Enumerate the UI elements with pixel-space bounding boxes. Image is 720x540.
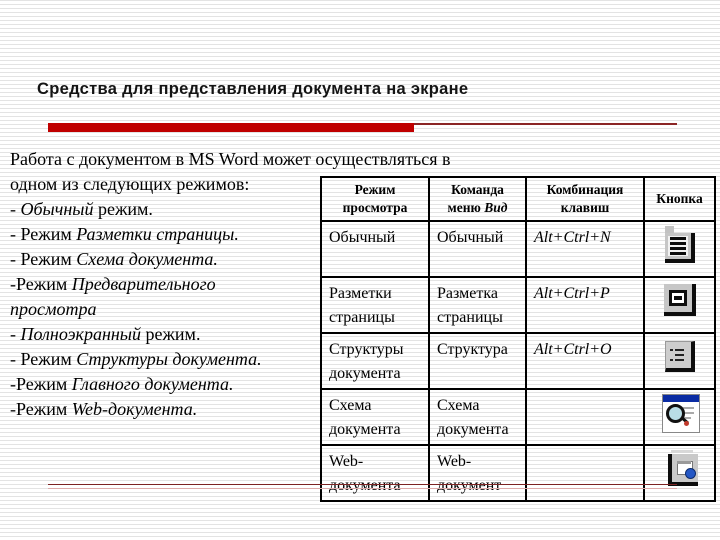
table-row bbox=[321, 333, 715, 389]
command-cell: Обычный bbox=[429, 221, 526, 277]
table-row bbox=[321, 221, 715, 277]
table-row bbox=[321, 445, 715, 501]
table-row bbox=[321, 277, 715, 333]
col-header-view-mode: Режим просмотра bbox=[321, 177, 429, 221]
button-cell bbox=[644, 277, 715, 333]
table-header-row bbox=[321, 177, 715, 221]
document-map-icon bbox=[659, 394, 703, 434]
button-cell bbox=[644, 389, 715, 445]
body-line: одном из следующих режимов: bbox=[10, 174, 250, 194]
command-cell: Web-документ bbox=[429, 445, 526, 501]
accent-line bbox=[414, 123, 677, 125]
accent-bar bbox=[48, 123, 414, 132]
col-header-shortcut: Комбинация клавиш bbox=[526, 177, 644, 221]
normal-view-icon bbox=[659, 226, 703, 266]
body-line: - Полноэкранный режим. bbox=[10, 324, 201, 344]
mode-cell: Обычный bbox=[321, 221, 429, 277]
body-line: просмотра bbox=[10, 299, 97, 319]
view-modes-table bbox=[320, 176, 716, 502]
body-line: -Режим Главного документа. bbox=[10, 374, 234, 394]
shortcut-cell: Alt+Ctrl+N bbox=[526, 221, 644, 277]
shortcut-cell bbox=[526, 389, 644, 445]
shortcut-cell: Alt+Ctrl+P bbox=[526, 277, 644, 333]
mode-cell: Схема документа bbox=[321, 389, 429, 445]
footer-rule bbox=[48, 484, 677, 489]
slide-title: Средства для представления документа на экране bbox=[37, 80, 469, 98]
command-cell: Схема документа bbox=[429, 389, 526, 445]
col-header-menu-command: Команда меню Вид bbox=[429, 177, 526, 221]
title-underline bbox=[48, 122, 677, 132]
body-line: -Режим Web-документа. bbox=[10, 399, 198, 419]
mode-cell: Web-документа bbox=[321, 445, 429, 501]
shortcut-cell bbox=[526, 445, 644, 501]
button-cell bbox=[644, 445, 715, 501]
body-line: -Режим Предварительного bbox=[10, 274, 216, 294]
body-line: - Режим Схема документа. bbox=[10, 249, 218, 269]
button-cell bbox=[644, 333, 715, 389]
shortcut-cell: Alt+Ctrl+O bbox=[526, 333, 644, 389]
body-line: Работа с документом в MS Word может осуществляться в bbox=[10, 149, 451, 169]
col-header-button: Кнопка bbox=[644, 177, 715, 221]
page-layout-view-icon bbox=[659, 282, 703, 322]
command-cell: Структура bbox=[429, 333, 526, 389]
outline-view-icon bbox=[659, 338, 703, 378]
body-line: - Обычный режим. bbox=[10, 199, 153, 219]
button-cell bbox=[644, 221, 715, 277]
mode-cell: Структуры документа bbox=[321, 333, 429, 389]
command-cell: Разметка страницы bbox=[429, 277, 526, 333]
mode-cell: Разметки страницы bbox=[321, 277, 429, 333]
body-line: - Режим Разметки страницы. bbox=[10, 224, 239, 244]
table-row bbox=[321, 389, 715, 445]
body-line: - Режим Структуры документа. bbox=[10, 349, 262, 369]
